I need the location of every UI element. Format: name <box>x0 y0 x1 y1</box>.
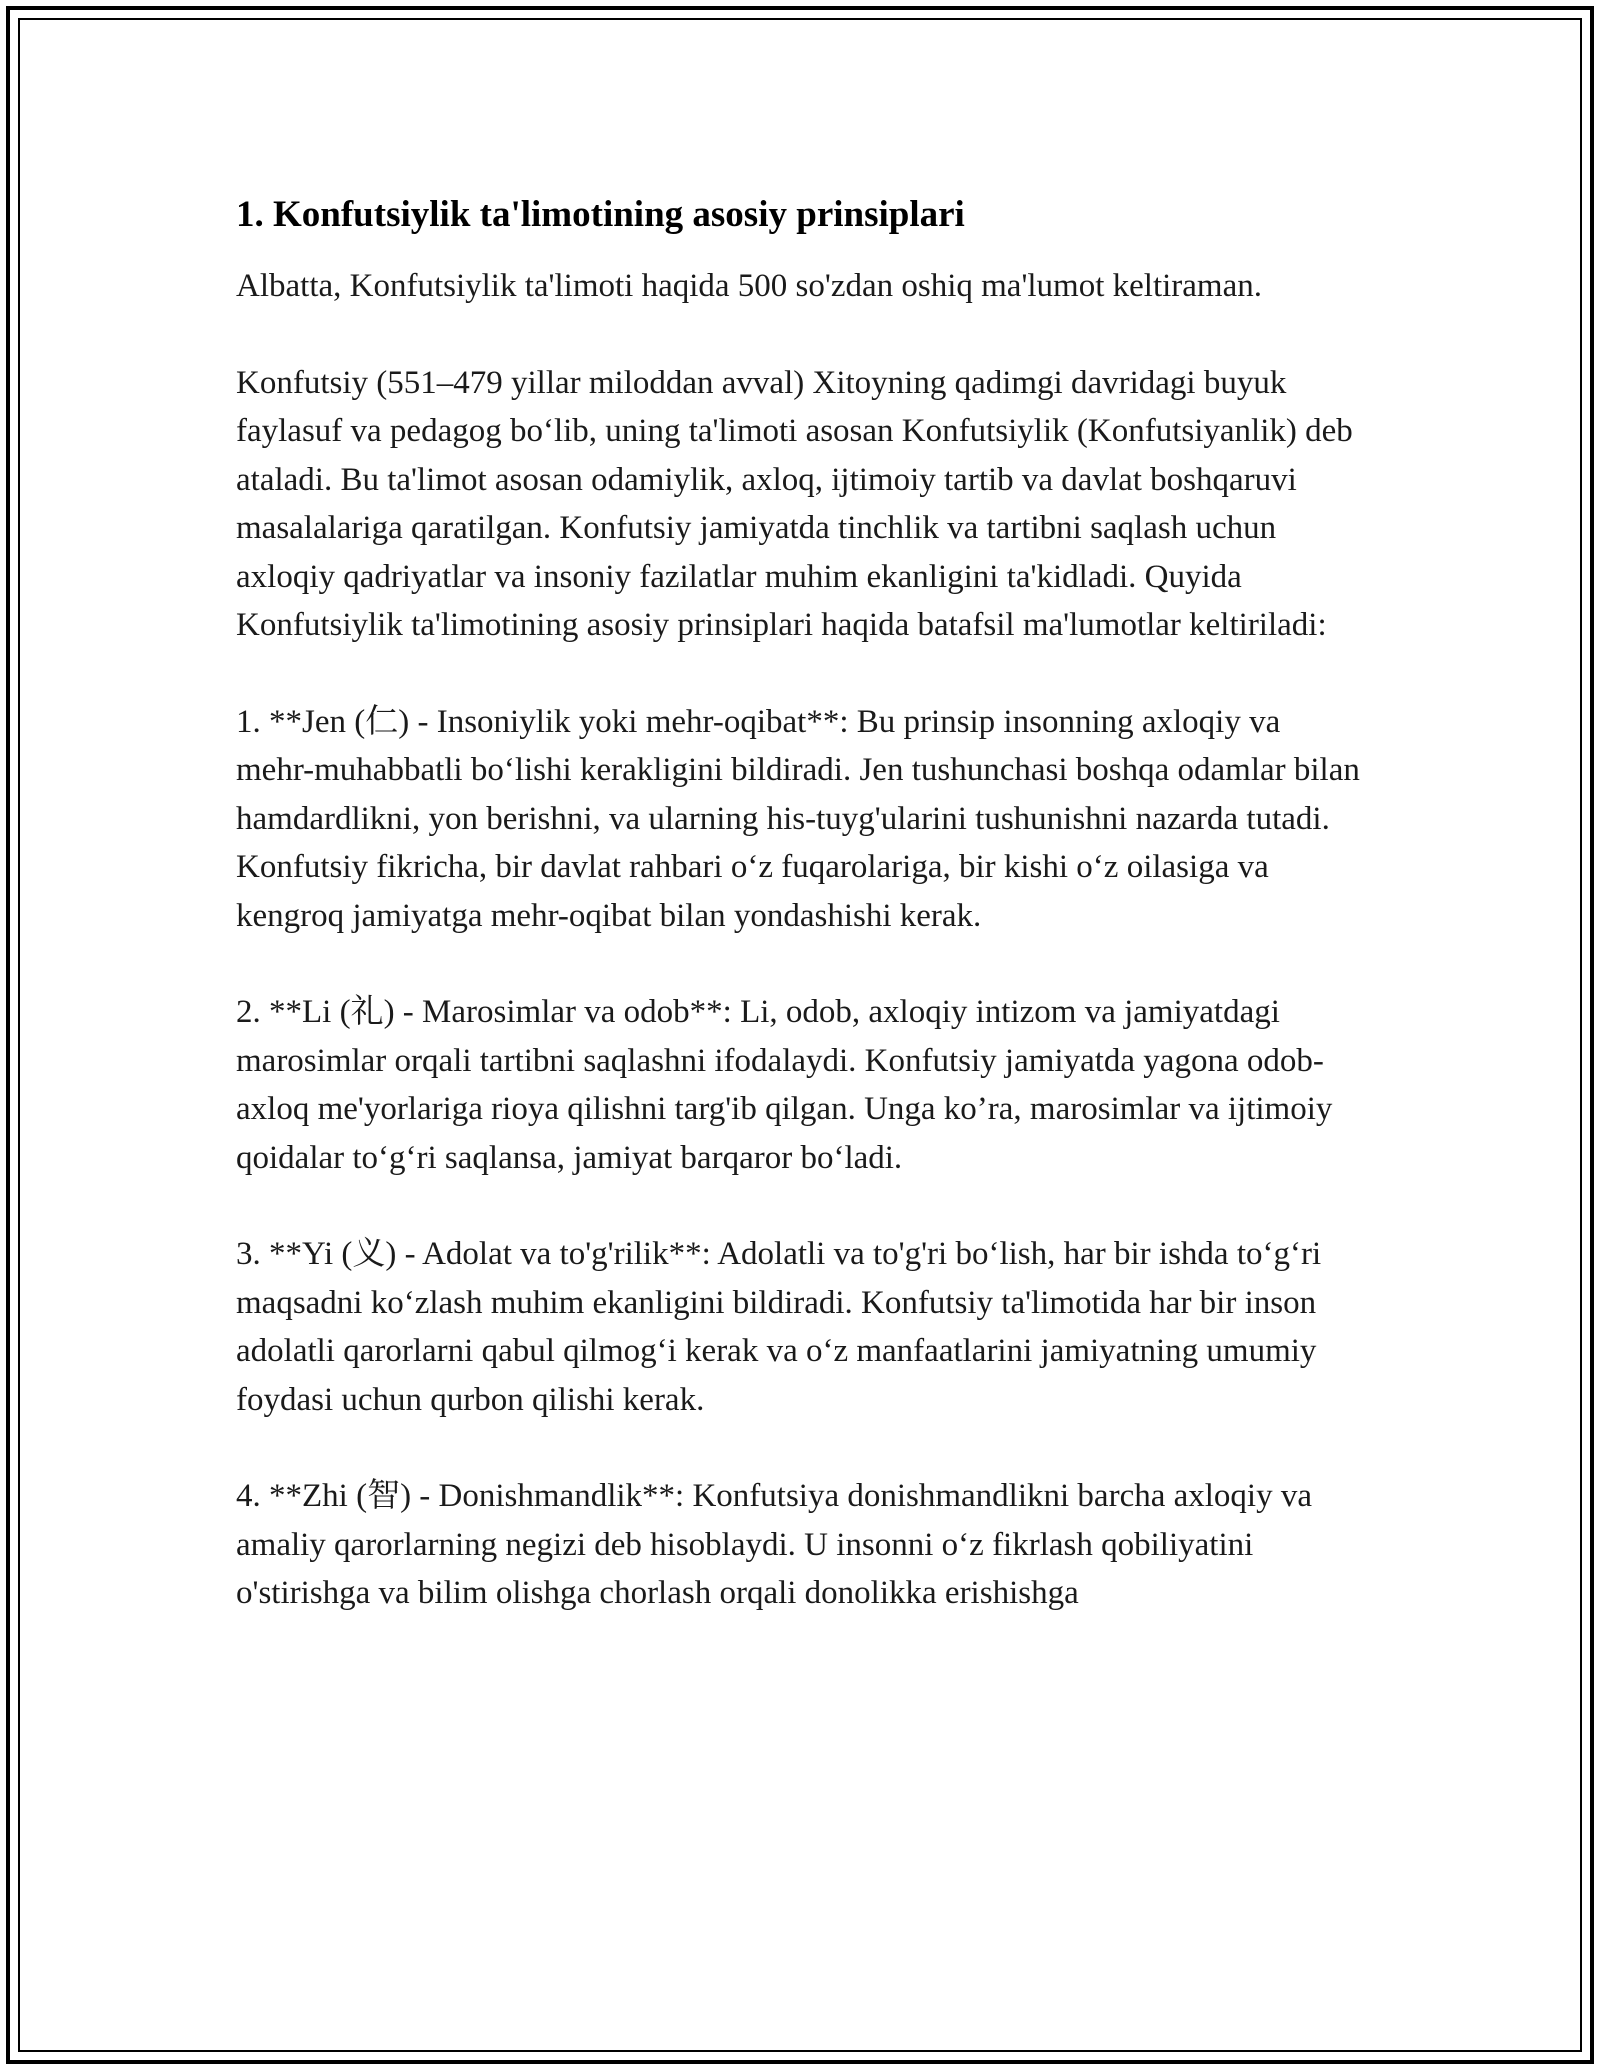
principle-li-paragraph: 2. **Li (礼) - Marosimlar va odob**: Li, odob, axloqiy intizom va jamiyatdagi marosimlar orqali tartibni saqlashni ifodalaydi. Konfutsiy jamiyatda yagona odob-axloq me'yorlariga rioya qilishni targ'ib qilgan. Unga ko’ra, marosimlar va ijtimoiy qoidalar to‘g‘ri saqlansa, jamiyat barqaror bo‘ladi. <box>236 994 1333 1176</box>
overview-paragraph: Konfutsiy (551–479 yillar miloddan avval) Xitoyning qadimgi davridagi buyuk faylasuf va pedagog bo‘lib, uning ta'limoti asosan Konfutsiylik (Konfutsiyanlik) deb ataladi. Bu ta'limot asosan odamiylik, axloq, ijtimoiy tartib va davlat boshqaruvi masalalariga qaratilgan. Konfutsiy jamiyatda tinchlik va tartibni saqlash uchun axloqiy qadriyatlar va insoniy fazilatlar muhim ekanligini ta'kidladi. Quyida Konfutsiylik ta'limotining asosiy prinsiplari haqida batafsil ma'lumotlar keltiriladi: <box>236 364 1353 643</box>
intro-paragraph: Albatta, Konfutsiylik ta'limoti haqida 500 so'zdan oshiq ma'lumot keltiraman. <box>236 268 1262 304</box>
principle-yi-paragraph: 3. **Yi (义) - Adolat va to'g'rilik**: Adolatli va to'g'ri bo‘lish, har bir ishda to‘g‘ri maqsadni ko‘zlash muhim ekanligini bildiradi. Konfutsiy ta'limotida har bir inson adolatli qarorlarni qabul qilmog‘i kerak va o‘z manfaatlarini jamiyatning umumiy foydasi uchun qurbon qilishi kerak. <box>236 1236 1322 1418</box>
section-heading: 1. Konfutsiylik ta'limotining asosiy prinsiplari <box>236 194 965 235</box>
document-body <box>236 190 1360 1666</box>
principle-jen-paragraph: 1. **Jen (仁) - Insoniylik yoki mehr-oqibat**: Bu prinsip insonning axloqiy va mehr-muhabbatli bo‘lishi kerakligini bildiradi. Jen tushunchasi boshqa odamlar bilan hamdardlikni, yon berishni, va ularning his-tuyg'ularini tushunishni nazarda tutadi. Konfutsiy fikricha, bir davlat rahbari o‘z fuqarolariga, bir kishi o‘z oilasiga va kengroq jamiyatga mehr-oqibat bilan yondashishi kerak. <box>236 703 1360 934</box>
principle-zhi-paragraph: 4. **Zhi (智) - Donishmandlik**: Konfutsiya donishmandlikni barcha axloqiy va amaliy qarorlarning negizi deb hisoblaydi. U insonni o‘z fikrlash qobiliyatini o'stirishga va bilim olishga chorlash orqali donolikka erishishga <box>236 1478 1312 1611</box>
